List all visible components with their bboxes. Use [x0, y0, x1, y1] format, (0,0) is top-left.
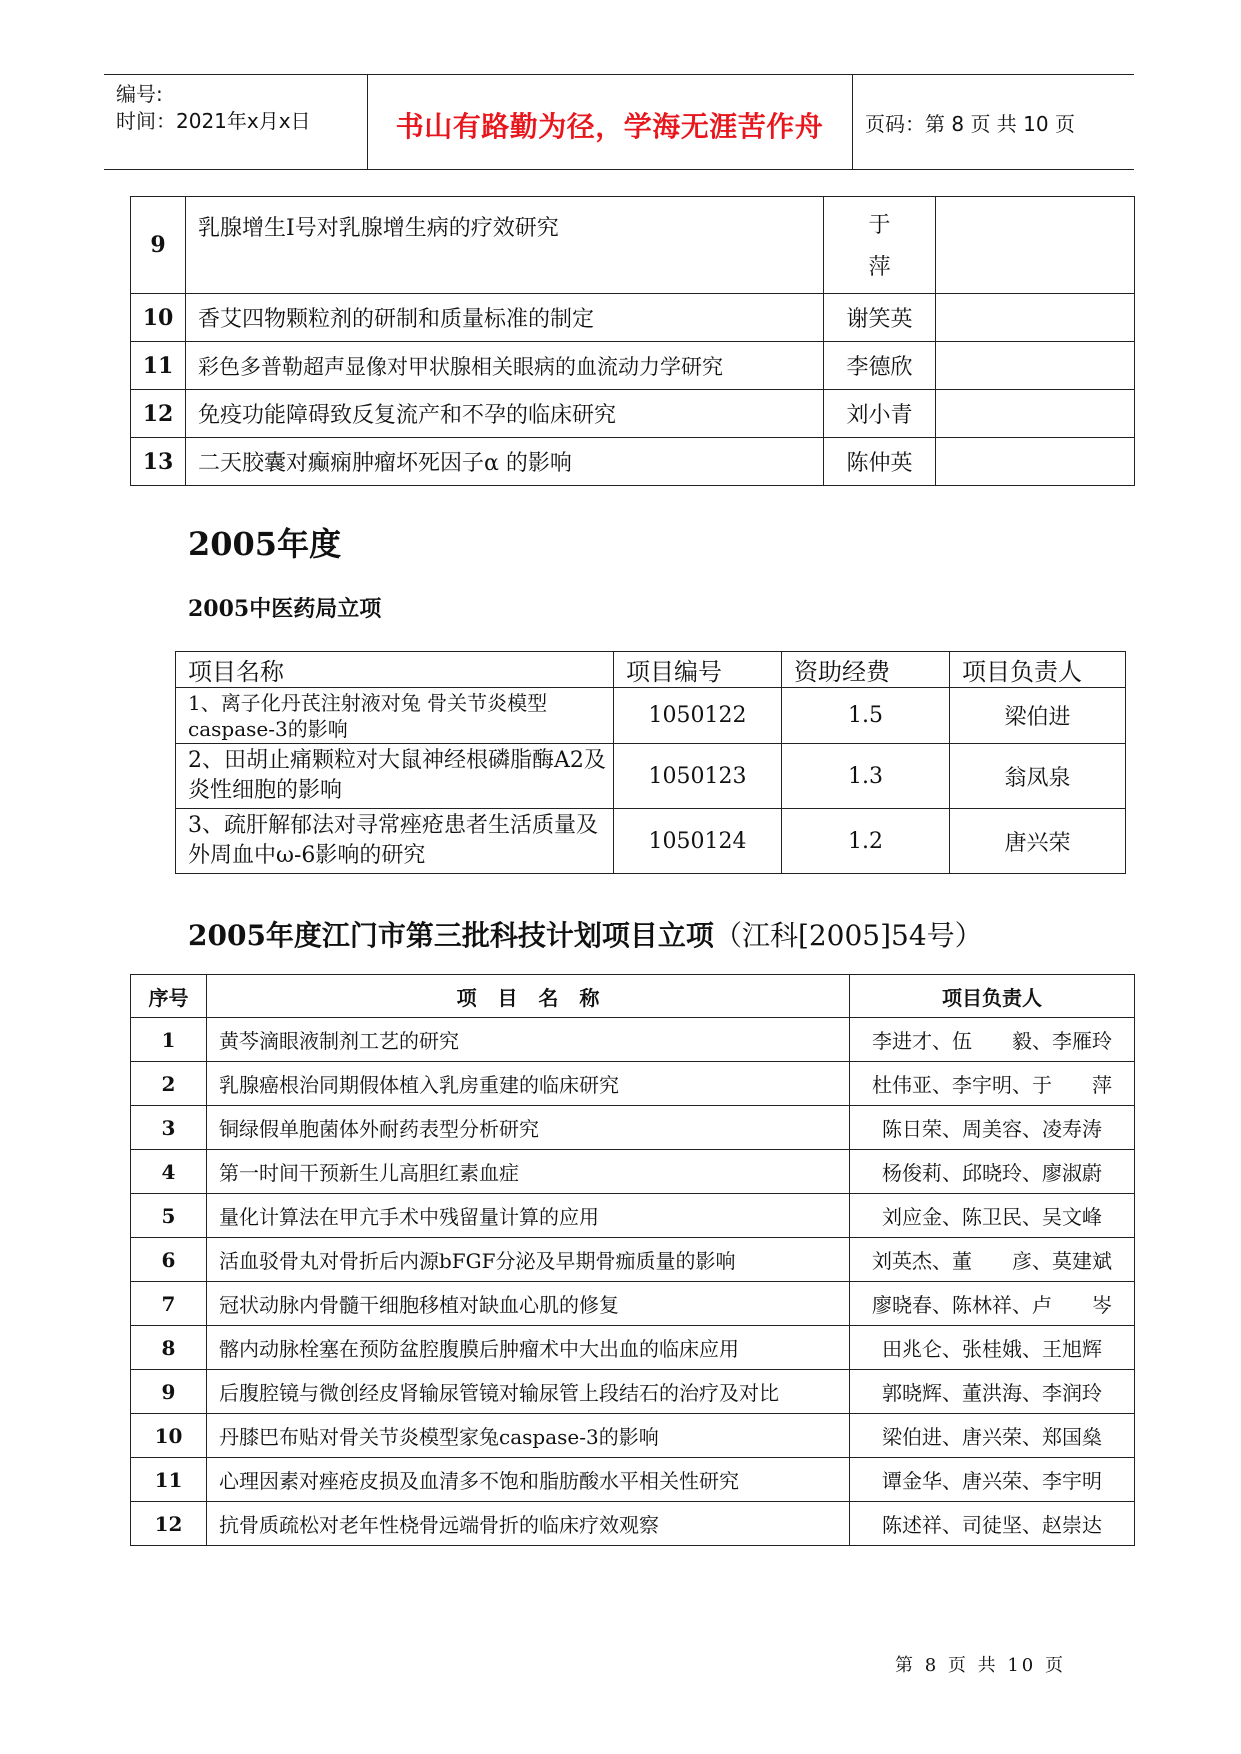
row-number: 2	[131, 1062, 207, 1106]
table-row	[131, 1018, 1135, 1062]
project-leader: 陈日荣、周美容、凌寿涛	[850, 1106, 1135, 1150]
project-leader: 梁伯进、唐兴荣、郑国燊	[850, 1414, 1135, 1458]
project-code: 1050122	[614, 688, 782, 744]
row-number: 12	[131, 1502, 207, 1546]
page-header	[104, 74, 1134, 170]
column-header: 项目名称	[176, 652, 614, 688]
project-leader: 李进才、伍 毅、李雁玲	[850, 1018, 1135, 1062]
project-name: 乳腺癌根治同期假体植入乳房重建的临床研究	[207, 1062, 850, 1106]
project-name: 3、疏肝解郁法对寻常痤疮患者生活质量及外周血中ω-6影响的研究	[176, 809, 614, 874]
extra-cell	[936, 438, 1135, 486]
table-row	[131, 1062, 1135, 1106]
column-header: 序号	[131, 975, 207, 1018]
row-number: 8	[131, 1326, 207, 1370]
project-leader: 杜伟亚、李宇明、于 萍	[850, 1062, 1135, 1106]
project-leader: 唐兴荣	[950, 809, 1126, 874]
project-name: 香艾四物颗粒剂的研制和质量标准的制定	[186, 294, 824, 342]
table-row	[176, 744, 1126, 809]
table-row	[131, 294, 1135, 342]
jiangmen-table-body	[131, 1018, 1135, 1546]
row-number: 10	[131, 1414, 207, 1458]
row-number: 4	[131, 1150, 207, 1194]
project-code: 1050124	[614, 809, 782, 874]
extra-cell	[936, 390, 1135, 438]
row-number: 9	[131, 1370, 207, 1414]
time-label: 时间：2021年x月x日	[116, 109, 311, 133]
column-header: 资助经费	[782, 652, 950, 688]
jiangmen-project-table	[130, 974, 1135, 1546]
code-label: 编号:	[116, 82, 163, 106]
table-row	[131, 1414, 1135, 1458]
project-leader: 刘英杰、董 彦、莫建斌	[850, 1238, 1135, 1282]
column-header: 项目负责人	[950, 652, 1126, 688]
table-row	[131, 1106, 1135, 1150]
project-name: 乳腺增生Ⅰ号对乳腺增生病的疗效研究	[186, 197, 824, 294]
row-number: 1	[131, 1018, 207, 1062]
project-leader: 谭金华、唐兴荣、李宇明	[850, 1458, 1135, 1502]
section-year-heading: 2005年度	[188, 525, 342, 563]
extra-cell	[936, 197, 1135, 294]
project-leader: 廖晓春、陈林祥、卢 岑	[850, 1282, 1135, 1326]
table-row	[131, 1326, 1135, 1370]
project-leader: 谢笑英	[824, 294, 936, 342]
row-number: 9	[131, 197, 186, 294]
project-leader: 李德欣	[824, 342, 936, 390]
extra-cell	[936, 342, 1135, 390]
project-leader: 刘小青	[824, 390, 936, 438]
project-leader: 梁伯进	[950, 688, 1126, 744]
table-row	[131, 1194, 1135, 1238]
row-number: 6	[131, 1238, 207, 1282]
project-name: 彩色多普勒超声显像对甲状腺相关眼病的血流动力学研究	[186, 342, 824, 390]
project-name: 免疫功能障碍致反复流产和不孕的临床研究	[186, 390, 824, 438]
project-leader: 翁凤泉	[950, 744, 1126, 809]
table-row	[131, 1370, 1135, 1414]
page-footer: 第 8 页 共 10 页	[895, 1655, 1066, 1676]
tcm-section-heading: 2005中医药局立项	[188, 596, 382, 622]
project-name: 丹膝巴布贴对骨关节炎模型家兔caspase-3的影响	[207, 1414, 850, 1458]
table-row	[131, 1458, 1135, 1502]
project-leader: 杨俊莉、邱晓玲、廖淑蔚	[850, 1150, 1135, 1194]
header-page-cell	[853, 75, 1134, 169]
project-leader: 陈述祥、司徒坚、赵崇达	[850, 1502, 1135, 1546]
jiangmen-doc-number: （江科[2005]54号）	[713, 919, 983, 952]
project-fund: 1.2	[782, 809, 950, 874]
table-row	[176, 688, 1126, 744]
column-header: 项 目 名 称	[207, 975, 850, 1018]
project-fund: 1.3	[782, 744, 950, 809]
row-number: 13	[131, 438, 186, 486]
project-name: 冠状动脉内骨髓干细胞移植对缺血心肌的修复	[207, 1282, 850, 1326]
table-row	[131, 438, 1135, 486]
tcm-project-table	[175, 651, 1126, 874]
row-number: 10	[131, 294, 186, 342]
row-number: 7	[131, 1282, 207, 1326]
project-leader: 陈仲英	[824, 438, 936, 486]
row-number: 11	[131, 1458, 207, 1502]
project-name: 活血驳骨丸对骨折后内源bFGF分泌及早期骨痂质量的影响	[207, 1238, 850, 1282]
column-header: 项目编号	[614, 652, 782, 688]
row-number: 5	[131, 1194, 207, 1238]
project-name: 2、田胡止痛颗粒对大鼠神经根磷脂酶A2及炎性细胞的影响	[176, 744, 614, 809]
table-row	[131, 390, 1135, 438]
table-row	[131, 1282, 1135, 1326]
project-fund: 1.5	[782, 688, 950, 744]
project-name: 黄芩滴眼液制剂工艺的研究	[207, 1018, 850, 1062]
project-name: 髂内动脉栓塞在预防盆腔腹膜后肿瘤术中大出血的临床应用	[207, 1326, 850, 1370]
extra-cell	[936, 294, 1135, 342]
project-name: 心理因素对痤疮皮损及血清多不饱和脂肪酸水平相关性研究	[207, 1458, 850, 1502]
table-header-row	[176, 652, 1126, 688]
header-meta	[104, 75, 368, 169]
project-name: 铜绿假单胞菌体外耐药表型分析研究	[207, 1106, 850, 1150]
project-leader: 田兆仑、张桂娥、王旭辉	[850, 1326, 1135, 1370]
row-number: 11	[131, 342, 186, 390]
jiangmen-section-heading	[188, 914, 983, 954]
table-row	[131, 1238, 1135, 1282]
project-leader: 刘应金、陈卫民、吴文峰	[850, 1194, 1135, 1238]
table-row	[131, 1150, 1135, 1194]
project-name: 后腹腔镜与微创经皮肾输尿管镜对输尿管上段结石的治疗及对比	[207, 1370, 850, 1414]
table-header-row	[131, 975, 1135, 1018]
column-header: 项目负责人	[850, 975, 1135, 1018]
table-row	[131, 197, 1135, 294]
project-leader: 郭晓辉、董洪海、李润玲	[850, 1370, 1135, 1414]
motto: 书山有路勤为径，学海无涯苦作舟	[395, 110, 824, 143]
project-code: 1050123	[614, 744, 782, 809]
table-row	[176, 809, 1126, 874]
row-number: 3	[131, 1106, 207, 1150]
table-row	[131, 1502, 1135, 1546]
project-name: 第一时间干预新生儿高胆红素血症	[207, 1150, 850, 1194]
project-name: 量化计算法在甲亢手术中残留量计算的应用	[207, 1194, 850, 1238]
page-label: 页码：第 8 页 共 10 页	[865, 112, 1075, 136]
row-number: 12	[131, 390, 186, 438]
project-leader: 于萍	[824, 197, 936, 294]
project-name: 二天胶囊对癫痫肿瘤坏死因子α 的影响	[186, 438, 824, 486]
jiangmen-title: 2005年度江门市第三批科技计划项目立项	[188, 919, 714, 952]
project-name: 1、离子化丹芪注射液对兔 骨关节炎模型caspase-3的影响	[176, 688, 614, 744]
project-name: 抗骨质疏松对老年性桡骨远端骨折的临床疗效观察	[207, 1502, 850, 1546]
continued-project-table	[130, 196, 1135, 486]
table-row	[131, 342, 1135, 390]
header-motto-cell	[367, 75, 853, 169]
